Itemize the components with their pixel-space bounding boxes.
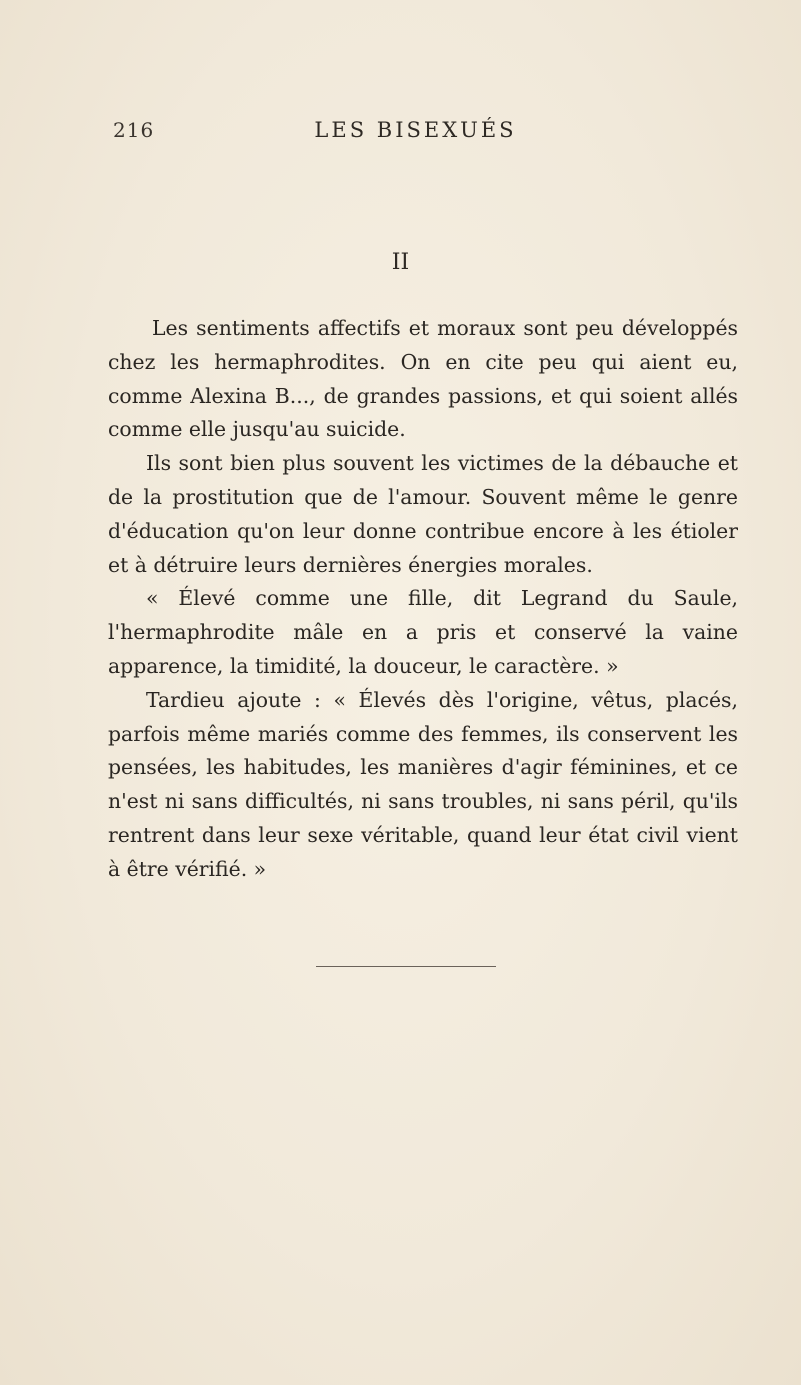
paragraph: Les sentiments affectifs et moraux sont peu développés chez les hermaphrodites. On en cite peu qui aient eu, comme Alexina B..., de grandes passions, et qui soient allés comme elle jusqu'au suicide.	[108, 316, 738, 442]
page-number: 216	[113, 118, 155, 142]
body-text	[108, 312, 738, 887]
running-title: LES BISEXUÉS	[314, 118, 517, 142]
paragraph: « Élevé comme une fille, dit Legrand du Saule, l'hermaphrodite mâle en a pris et conservé la vaine apparence, la timidité, la douceur, le caractère. »	[108, 586, 738, 678]
paragraph: Tardieu ajoute : « Élevés dès l'origine, vêtus, placés, parfois même mariés comme des femmes, ils conservent les pensées, les habitudes, les manières d'agir féminines, et ce n'est ni sans difficultés, ni sans troubles, ni sans péril, qu'ils rentrent dans leur sexe véritable, quand leur état civil vient à être vérifié. »	[108, 687, 738, 881]
paragraph: Ils sont bien plus souvent les victimes de la débauche et de la prostitution que de l'amour. Souvent même le genre d'éducation qu'on leur donne contribue encore à les étioler et à détruire leurs dernières énergies morales.	[108, 451, 738, 577]
end-rule	[316, 966, 496, 967]
section-heading: II	[391, 250, 410, 275]
running-head	[0, 118, 801, 148]
